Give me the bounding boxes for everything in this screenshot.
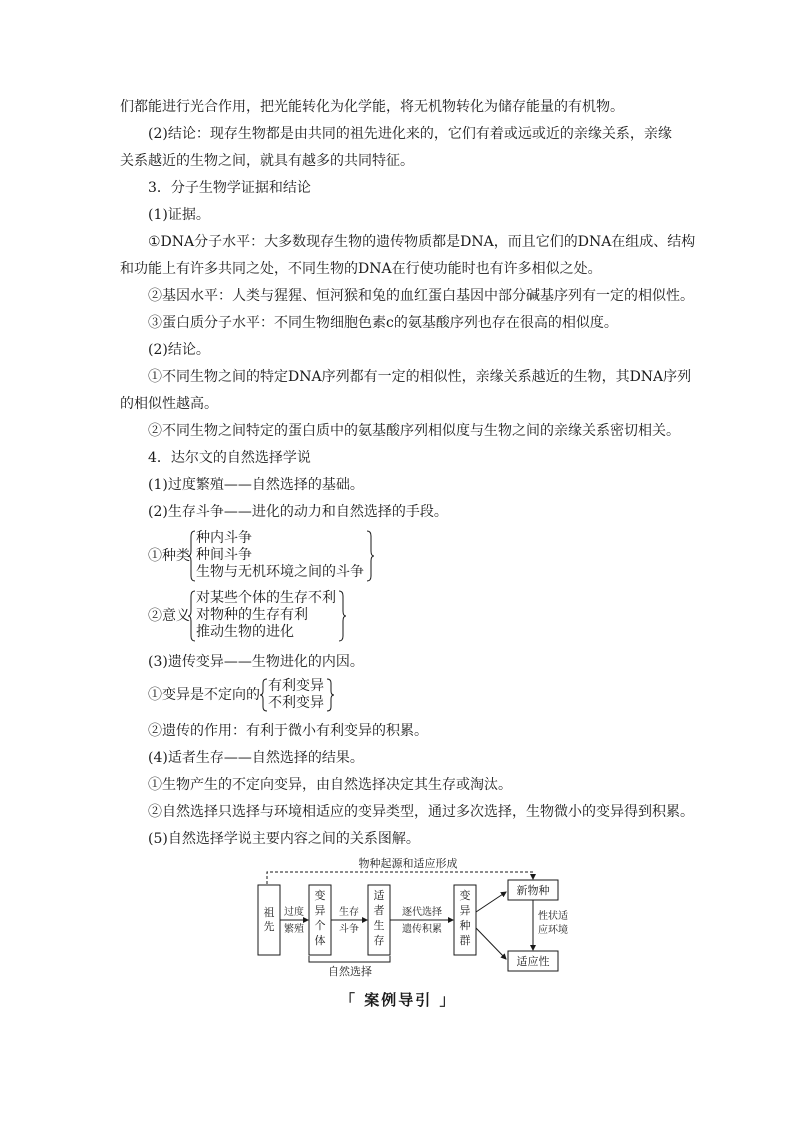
adaptability-label: 适应性 bbox=[516, 955, 550, 968]
text-line: (1)证据。 bbox=[148, 207, 210, 223]
right-brace-icon bbox=[326, 678, 334, 712]
ancestor-char-2: 先 bbox=[263, 920, 275, 933]
group-label: ①种类 bbox=[148, 548, 190, 564]
box-char: 个 bbox=[314, 919, 326, 932]
natural-selection-bracket bbox=[309, 956, 390, 962]
overproduction-label-2: 繁殖 bbox=[284, 924, 304, 935]
traits-adapt-label-2: 应环境 bbox=[538, 925, 568, 936]
group-label: ①变异是不定向的 bbox=[148, 687, 260, 703]
list-item: 对某些个体的生存不利 bbox=[196, 590, 336, 606]
text-line: 们都能进行光合作用，把光能转化为化学能，将无机物转化为储存能量的有机物。 bbox=[120, 99, 624, 115]
struggle-meaning-group bbox=[148, 590, 348, 642]
text-line: ②自然选择只选择与环境相适应的变异类型，通过多次选择，生物微小的变异得到积累。 bbox=[148, 804, 694, 820]
right-brace-icon bbox=[366, 530, 374, 582]
arrow bbox=[476, 928, 506, 959]
list-item: 种间斗争 bbox=[196, 547, 252, 563]
list-item: 种内斗争 bbox=[196, 530, 252, 546]
text-line: (2)生存斗争——进化的动力和自然选择的手段。 bbox=[148, 504, 448, 520]
text-line: (1)过度繁殖——自然选择的基础。 bbox=[148, 477, 364, 493]
box-char: 适 bbox=[373, 889, 385, 902]
ancestor-char-1: 祖 bbox=[263, 906, 275, 919]
arrow bbox=[476, 892, 506, 912]
text-line: ②基因水平：人类与猩猩、恒河猴和兔的血红蛋白基因中部分碱基序列有一定的相似性。 bbox=[148, 288, 694, 304]
text-line: ①DNA分子水平：大多数现存生物的遗传物质都是DNA，而且它们的DNA在组成、结构 bbox=[148, 234, 696, 250]
accumulation-label-2: 遗传积累 bbox=[402, 924, 442, 935]
box-char: 变 bbox=[314, 889, 326, 902]
struggle-label-2: 斗争 bbox=[339, 924, 359, 935]
box-char: 存 bbox=[373, 934, 385, 947]
text-line: ③蛋白质分子水平：不同生物细胞色素c的氨基酸序列也存在很高的相似度。 bbox=[148, 315, 618, 331]
text-line: (4)适者生存——自然选择的结果。 bbox=[148, 750, 364, 766]
text-line: ②遗传的作用：有利于微小有利变异的积累。 bbox=[148, 723, 428, 739]
box-char: 异 bbox=[459, 904, 471, 917]
group-label: ②意义 bbox=[148, 608, 190, 624]
left-brace-icon bbox=[260, 678, 268, 712]
box-char: 群 bbox=[459, 934, 471, 947]
natural-selection-label: 自然选择 bbox=[328, 965, 372, 978]
box-char: 异 bbox=[314, 904, 326, 917]
box-char: 生 bbox=[373, 919, 385, 932]
text-line: ①生物产生的不定向变异，由自然选择决定其生存或淘汰。 bbox=[148, 777, 512, 793]
list-item: 有利变异 bbox=[268, 678, 324, 694]
origin-dashed-arrow bbox=[267, 872, 533, 884]
struggle-types-group bbox=[148, 530, 388, 582]
accumulation-label-1: 逐代选择 bbox=[402, 907, 442, 918]
text-line: 和功能上有许多共同之处，不同生物的DNA在行使功能时也有许多相似之处。 bbox=[120, 261, 602, 277]
text-line: (3)遗传变异——生物进化的内因。 bbox=[148, 654, 364, 670]
box-char: 变 bbox=[459, 889, 471, 902]
text-line: ①不同生物之间的特定DNA序列都有一定的相似性，亲缘关系越近的生物，其DNA序列 bbox=[148, 369, 692, 385]
section-heading: 4．达尔文的自然选择学说 bbox=[148, 450, 311, 466]
box-char: 者 bbox=[373, 904, 385, 917]
right-brace-icon bbox=[338, 590, 346, 642]
struggle-label-1: 生存 bbox=[339, 907, 359, 918]
text-line: (2)结论。 bbox=[148, 342, 210, 358]
variation-group bbox=[148, 678, 348, 712]
left-brace-icon bbox=[188, 530, 196, 582]
box-char: 种 bbox=[459, 919, 471, 932]
section-heading: 3．分子生物学证据和结论 bbox=[148, 180, 311, 196]
natural-selection-diagram bbox=[250, 852, 570, 980]
list-item: 对物种的生存有利 bbox=[196, 607, 308, 623]
list-item: 生物与无机环境之间的斗争 bbox=[196, 564, 364, 580]
diagram-top-label: 物种起源和适应形成 bbox=[358, 857, 458, 870]
text-line: (2)结论：现存生物都是由共同的祖先进化来的，它们有着或远或近的亲缘关系，亲缘 bbox=[148, 126, 672, 142]
overproduction-label-1: 过度 bbox=[284, 907, 304, 918]
box-char: 体 bbox=[314, 934, 326, 947]
traits-adapt-label-1: 性状适 bbox=[538, 911, 568, 922]
text-line: 关系越近的生物之间，就具有越多的共同特征。 bbox=[120, 153, 414, 169]
list-item: 推动生物的进化 bbox=[196, 624, 294, 640]
text-line: ②不同生物之间特定的蛋白质中的氨基酸序列相似度与生物之间的亲缘关系密切相关。 bbox=[148, 423, 680, 439]
case-guide-heading: 「 案例导引 」 bbox=[340, 991, 457, 1009]
text-line: (5)自然选择学说主要内容之间的关系图解。 bbox=[148, 831, 420, 847]
left-brace-icon bbox=[188, 590, 196, 642]
text-line: 的相似性越高。 bbox=[120, 396, 218, 412]
new-species-label: 新物种 bbox=[516, 884, 550, 897]
list-item: 不利变异 bbox=[268, 695, 324, 711]
